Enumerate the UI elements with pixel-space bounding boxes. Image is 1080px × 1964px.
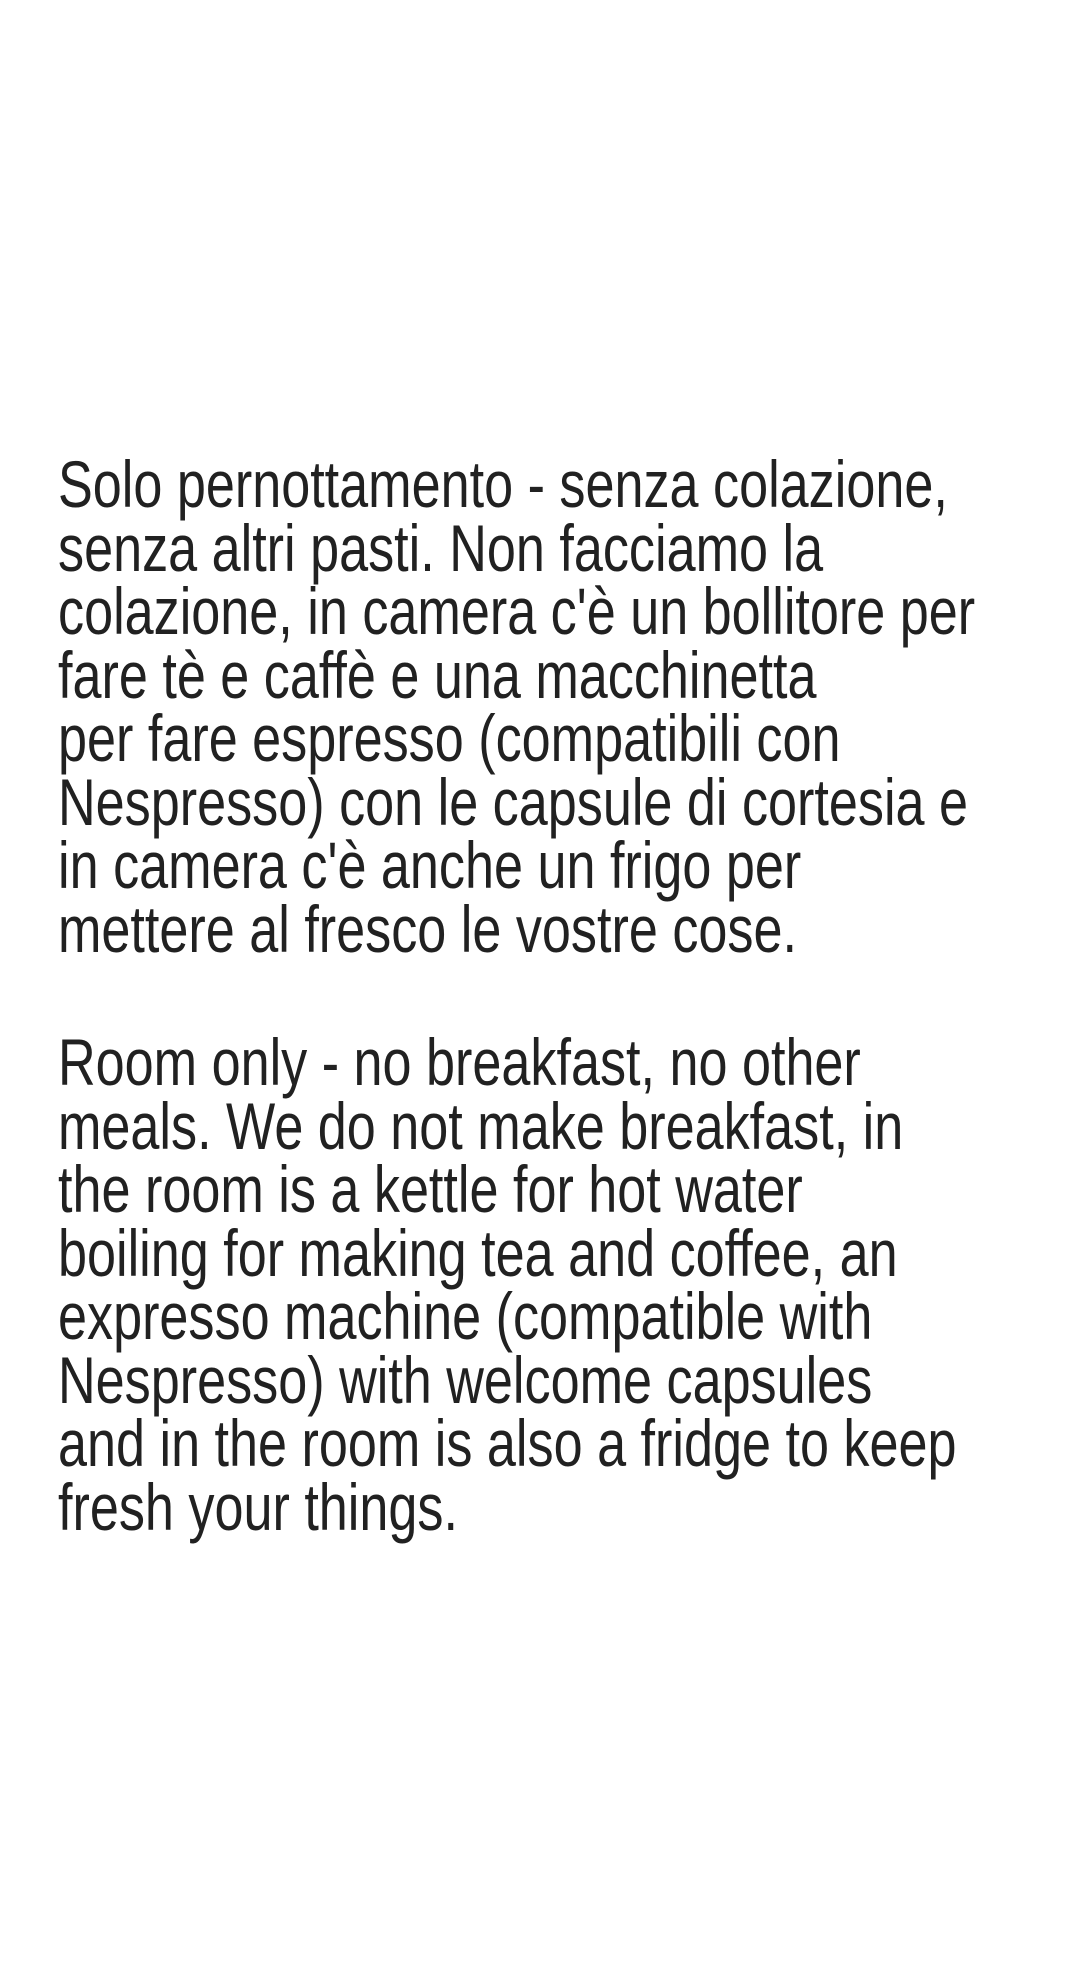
text-line: Nespresso) con le capsule di cortesia e xyxy=(58,764,969,839)
text-line: Solo pernottamento - senza colazione, xyxy=(58,447,948,521)
text-line: Room only - no breakfast, no other xyxy=(58,1025,861,1099)
text-line: senza altri pasti. Non facciamo la xyxy=(58,510,824,585)
text-line: expresso machine (compatible with xyxy=(58,1279,873,1353)
text-line: colazione, in camera c'è un bollitore per xyxy=(58,574,976,648)
text-line: mettere al fresco le vostre cose. xyxy=(58,891,797,966)
text-line: fare tè e caffè e una macchinetta xyxy=(58,637,817,712)
text-line: the room is a kettle for hot water xyxy=(58,1152,803,1226)
text-line: fresh your things. xyxy=(58,1469,458,1544)
text-line: Nespresso) with welcome capsules xyxy=(58,1342,873,1417)
text-line: per fare espresso (compatibili con xyxy=(58,701,841,775)
text-line: and in the room is also a fridge to keep xyxy=(58,1406,957,1480)
text-line: boiling for making tea and coffee, an xyxy=(58,1215,898,1290)
paragraph-italian xyxy=(58,447,1075,966)
text-line: meals. We do not make breakfast, in xyxy=(58,1088,904,1163)
paragraph-english xyxy=(58,1025,1075,1544)
text-line: in camera c'è anche un frigo per xyxy=(58,828,802,902)
